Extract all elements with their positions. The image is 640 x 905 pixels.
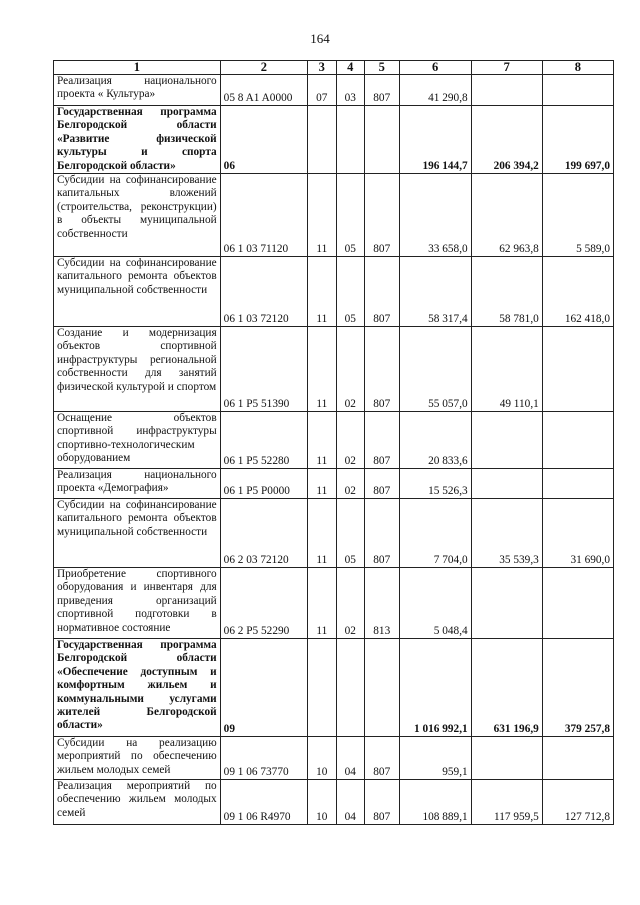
column-header-7: 7 <box>471 61 542 75</box>
row-amount-col8-cell <box>542 469 613 499</box>
column-header-6: 6 <box>399 61 471 75</box>
row-amount-col6-cell: 58 317,4 <box>399 257 471 327</box>
row-amount-col8-cell <box>542 568 613 639</box>
row-amount-col8-cell: 127 712,8 <box>542 780 613 825</box>
row-subsection-cell: 05 <box>336 499 364 568</box>
row-expense-type-cell: 807 <box>364 327 399 412</box>
row-amount-col7-cell <box>471 412 542 469</box>
row-code-cell: 06 <box>220 106 307 174</box>
table-row <box>54 106 614 174</box>
row-section-cell: 11 <box>308 469 336 499</box>
row-section-cell: 10 <box>308 780 336 825</box>
row-code-cell: 06 2 03 72120 <box>220 499 307 568</box>
row-name-cell: Оснащение объектов спортивной инфраструктуры спортивно-технологическим оборудованием <box>54 412 221 469</box>
row-code-cell: 06 1 P5 P0000 <box>220 469 307 499</box>
row-subsection-cell: 02 <box>336 412 364 469</box>
row-code-cell: 09 1 06 R4970 <box>220 780 307 825</box>
row-code-cell: 06 1 03 72120 <box>220 257 307 327</box>
row-amount-col7-cell: 49 110,1 <box>471 327 542 412</box>
row-amount-col8-cell: 5 589,0 <box>542 174 613 257</box>
row-amount-col8-cell <box>542 737 613 780</box>
row-amount-col6-cell: 7 704,0 <box>399 499 471 568</box>
row-code-cell: 05 8 A1 A0000 <box>220 75 307 106</box>
row-code-cell: 06 1 P5 52280 <box>220 412 307 469</box>
row-amount-col7-cell <box>471 75 542 106</box>
row-name-cell: Субсидии на реализацию мероприятий по обеспечению жильем молодых семей <box>54 737 221 780</box>
row-section-cell: 07 <box>308 75 336 106</box>
row-amount-col6-cell: 108 889,1 <box>399 780 471 825</box>
row-subsection-cell: 02 <box>336 327 364 412</box>
row-section-cell: 11 <box>308 327 336 412</box>
column-header-2: 2 <box>220 61 307 75</box>
row-amount-col7-cell <box>471 737 542 780</box>
row-amount-col7-cell: 35 539,3 <box>471 499 542 568</box>
row-expense-type-cell: 807 <box>364 469 399 499</box>
row-subsection-cell <box>336 106 364 174</box>
row-name-cell: Приобретение спортивного оборудования и инвентаря для приведения организаций спортивной подготовки в нормативное состояние <box>54 568 221 639</box>
row-section-cell <box>308 106 336 174</box>
row-expense-type-cell: 807 <box>364 257 399 327</box>
row-section-cell: 11 <box>308 257 336 327</box>
row-amount-col8-cell: 379 257,8 <box>542 639 613 737</box>
row-name-cell: Государственная программа Белгородской области «Обеспечение доступным и комфортным жильем и коммунальными услугами жителей Белгородской области» <box>54 639 221 737</box>
row-name-cell: Субсидии на софинансирование капитальных вложений (строительства, реконструкции) в объекты муниципальной собственности <box>54 174 221 257</box>
row-amount-col7-cell: 62 963,8 <box>471 174 542 257</box>
row-expense-type-cell <box>364 639 399 737</box>
row-amount-col6-cell: 1 016 992,1 <box>399 639 471 737</box>
row-subsection-cell: 04 <box>336 737 364 780</box>
row-amount-col7-cell <box>471 568 542 639</box>
table-row <box>54 412 614 469</box>
table-row <box>54 499 614 568</box>
row-subsection-cell: 05 <box>336 174 364 257</box>
column-header-5: 5 <box>364 61 399 75</box>
row-name-cell: Реализация национального проекта « Культура» <box>54 75 221 106</box>
row-amount-col8-cell: 31 690,0 <box>542 499 613 568</box>
row-amount-col6-cell: 959,1 <box>399 737 471 780</box>
column-header-3: 3 <box>308 61 336 75</box>
row-section-cell: 11 <box>308 499 336 568</box>
column-header-8: 8 <box>542 61 613 75</box>
row-name-cell: Субсидии на софинансирование капитального ремонта объектов муниципальной собственности <box>54 499 221 568</box>
row-amount-col6-cell: 5 048,4 <box>399 568 471 639</box>
row-amount-col7-cell: 631 196,9 <box>471 639 542 737</box>
row-code-cell: 09 <box>220 639 307 737</box>
row-subsection-cell: 02 <box>336 568 364 639</box>
row-section-cell: 10 <box>308 737 336 780</box>
row-amount-col7-cell: 206 394,2 <box>471 106 542 174</box>
row-subsection-cell: 02 <box>336 469 364 499</box>
row-subsection-cell <box>336 639 364 737</box>
table-row <box>54 469 614 499</box>
row-amount-col7-cell: 117 959,5 <box>471 780 542 825</box>
table-row <box>54 780 614 825</box>
column-header-4: 4 <box>336 61 364 75</box>
table-row <box>54 327 614 412</box>
row-expense-type-cell: 807 <box>364 780 399 825</box>
row-subsection-cell: 03 <box>336 75 364 106</box>
budget-table <box>53 60 614 825</box>
table-row <box>54 639 614 737</box>
row-name-cell: Государственная программа Белгородской области «Развитие физической культуры и спорта Белгородской области» <box>54 106 221 174</box>
row-subsection-cell: 05 <box>336 257 364 327</box>
table-row <box>54 75 614 106</box>
row-amount-col8-cell <box>542 327 613 412</box>
row-amount-col6-cell: 196 144,7 <box>399 106 471 174</box>
row-expense-type-cell <box>364 106 399 174</box>
table-body <box>54 75 614 825</box>
table-row <box>54 568 614 639</box>
page-number: 164 <box>310 31 330 46</box>
row-code-cell: 09 1 06 73770 <box>220 737 307 780</box>
row-amount-col7-cell: 58 781,0 <box>471 257 542 327</box>
row-section-cell <box>308 639 336 737</box>
row-code-cell: 06 1 03 71120 <box>220 174 307 257</box>
row-amount-col7-cell <box>471 469 542 499</box>
row-code-cell: 06 2 P5 52290 <box>220 568 307 639</box>
row-expense-type-cell: 807 <box>364 499 399 568</box>
table-row <box>54 737 614 780</box>
row-subsection-cell: 04 <box>336 780 364 825</box>
row-code-cell: 06 1 P5 51390 <box>220 327 307 412</box>
row-amount-col8-cell <box>542 412 613 469</box>
row-expense-type-cell: 807 <box>364 412 399 469</box>
row-amount-col6-cell: 15 526,3 <box>399 469 471 499</box>
table-header-row <box>54 61 614 75</box>
row-expense-type-cell: 807 <box>364 174 399 257</box>
row-amount-col8-cell <box>542 75 613 106</box>
row-expense-type-cell: 813 <box>364 568 399 639</box>
table-row <box>54 174 614 257</box>
row-name-cell: Создание и модернизация объектов спортивной инфраструктуры региональной собственности для занятий физической культурой и спортом <box>54 327 221 412</box>
row-amount-col8-cell: 162 418,0 <box>542 257 613 327</box>
row-expense-type-cell: 807 <box>364 737 399 780</box>
row-section-cell: 11 <box>308 174 336 257</box>
table-row <box>54 257 614 327</box>
row-section-cell: 11 <box>308 412 336 469</box>
column-header-1: 1 <box>54 61 221 75</box>
row-name-cell: Реализация мероприятий по обеспечению жильем молодых семей <box>54 780 221 825</box>
row-amount-col6-cell: 41 290,8 <box>399 75 471 106</box>
row-name-cell: Реализация национального проекта «Демография» <box>54 469 221 499</box>
row-expense-type-cell: 807 <box>364 75 399 106</box>
row-amount-col6-cell: 55 057,0 <box>399 327 471 412</box>
row-name-cell: Субсидии на софинансирование капитального ремонта объектов муниципальной собственности <box>54 257 221 327</box>
row-amount-col6-cell: 33 658,0 <box>399 174 471 257</box>
row-amount-col8-cell: 199 697,0 <box>542 106 613 174</box>
row-amount-col6-cell: 20 833,6 <box>399 412 471 469</box>
row-section-cell: 11 <box>308 568 336 639</box>
